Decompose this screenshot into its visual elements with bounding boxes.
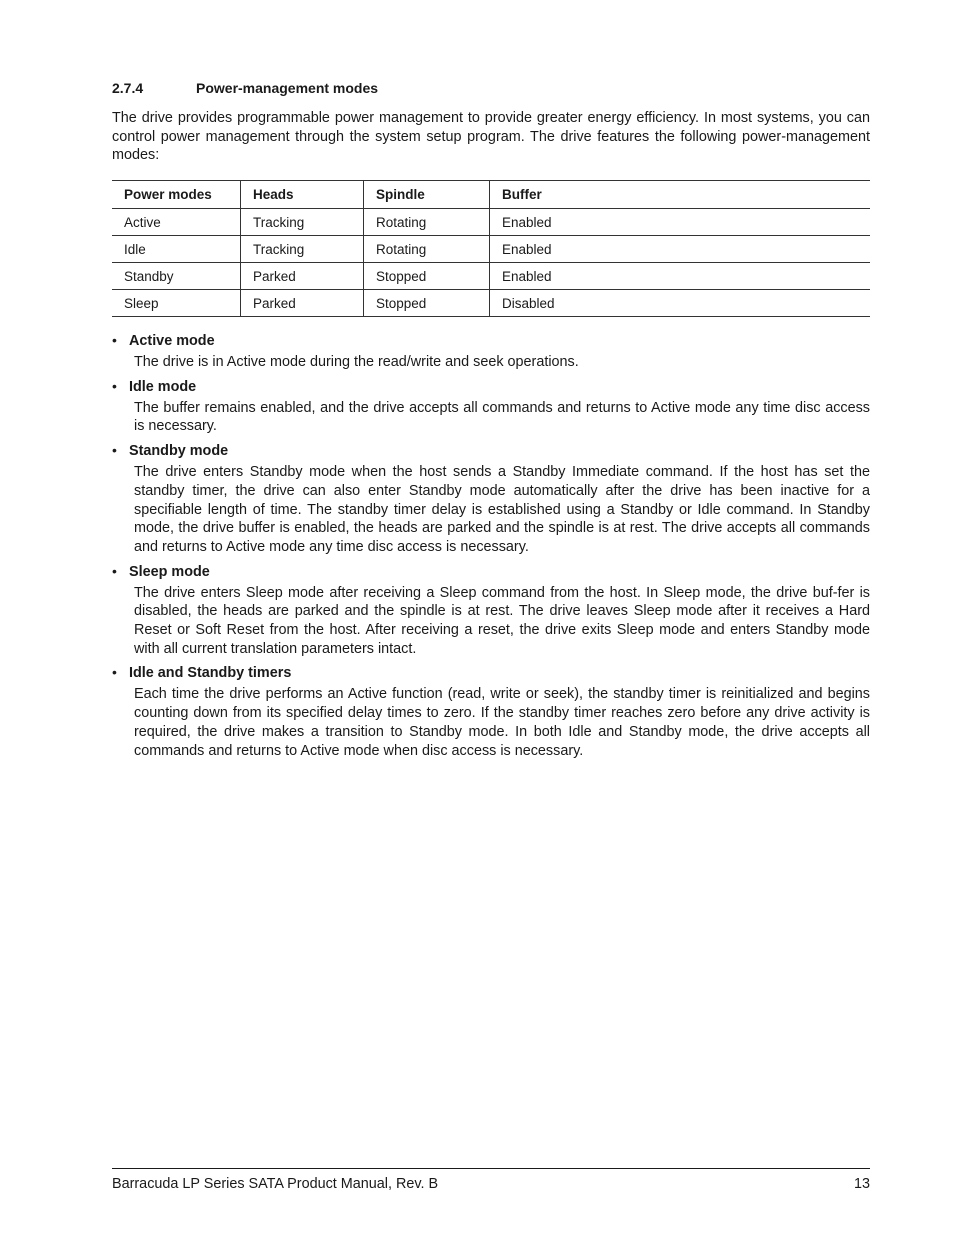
mode-title: Standby mode (129, 443, 229, 460)
mode-description: The buffer remains enabled, and the drive accepts all commands and returns to Active mode any time disc access is necessary. (134, 399, 870, 435)
table-cell: Parked (241, 290, 364, 317)
bullet-glyph: • (112, 377, 117, 394)
table-header-cell: Heads (241, 181, 364, 209)
table-row (112, 290, 870, 317)
table-cell: Tracking (241, 236, 364, 263)
table-header-cell: Buffer (490, 181, 871, 209)
footer-document-title: Barracuda LP Series SATA Product Manual, Rev. B (112, 1176, 439, 1192)
list-item (112, 664, 870, 760)
list-item (112, 332, 870, 372)
table-cell: Disabled (490, 290, 871, 317)
table-header-cell: Power modes (124, 187, 212, 202)
mode-description: The drive enters Standby mode when the host sends a Standby Immediate command. If the host has set the standby timer, the drive can also enter Standby mode automatically after the drive has been inactive for a specifiable length of time. The standby timer delay is established using a Standby or Idle command. In Standby mode, the drive buffer is enabled, the heads are parked and the spindle is at rest. The drive accepts all commands and returns to Active mode any time disc access is necessary. (134, 464, 870, 555)
table-cell: Rotating (364, 236, 490, 263)
mode-title: Idle and Standby timers (129, 665, 292, 682)
list-item (112, 442, 870, 557)
bullet-glyph: • (112, 664, 117, 681)
bullet-glyph: • (112, 332, 117, 348)
table-cell: Parked (241, 263, 364, 290)
footer-divider (112, 1168, 870, 1169)
section-heading (112, 80, 378, 96)
table-row (112, 263, 870, 290)
table-cell: Enabled (490, 236, 871, 263)
list-item (112, 563, 870, 659)
table-cell: Idle (124, 241, 146, 257)
list-item (112, 378, 870, 436)
table-cell: Enabled (490, 209, 871, 236)
mode-description: The drive is in Active mode during the read/write and seek operations. (134, 354, 579, 370)
mode-title: Sleep mode (129, 563, 210, 580)
mode-title: Idle mode (129, 378, 197, 395)
table-cell: Sleep (124, 295, 159, 311)
table-cell: Stopped (364, 263, 490, 290)
bullet-glyph: • (112, 442, 117, 459)
section-number: 2.7.4 (112, 80, 144, 96)
mode-title: Active mode (129, 333, 215, 349)
table-cell: Stopped (364, 290, 490, 317)
table-header-cell: Spindle (364, 181, 490, 209)
table-header-row (112, 181, 870, 209)
table-cell: Enabled (490, 263, 871, 290)
table-cell: Rotating (364, 209, 490, 236)
mode-description: Each time the drive performs an Active function (read, write or seek), the standby timer is reinitialized and begins counting down from its specified delay times to zero. If the standby timer reaches zero before any drive activity is required, the drive makes a transition to Standby mode. In both Idle and Standby mode, the drive accepts all commands and returns to Active mode when disc access is necessary. (134, 686, 870, 759)
table-row (112, 209, 870, 236)
table-row (112, 236, 870, 263)
intro-paragraph: The drive provides programmable power management to provide greater energy efficiency. In most systems, you can control power management through the system setup program. The drive features the following power-management modes: (112, 110, 870, 164)
table-cell: Tracking (241, 209, 364, 236)
footer-page-number: 13 (853, 1176, 870, 1192)
mode-description: The drive enters Sleep mode after receiving a Sleep command from the host. In Sleep mode, the drive buf-fer is disabled, the heads are parked and the spindle is at rest. The drive leaves Sleep mode after it receives a Hard Reset or Soft Reset from the host. After receiving a reset, the drive exits Sleep mode and enters Standby mode with all current translation parameters intact. (134, 584, 870, 657)
table-cell: Standby (124, 268, 174, 284)
table-cell: Active (124, 214, 161, 230)
power-modes-table (112, 180, 870, 317)
bullet-glyph: • (112, 562, 117, 579)
section-title: Power-management modes (196, 80, 379, 96)
mode-list (112, 332, 870, 766)
